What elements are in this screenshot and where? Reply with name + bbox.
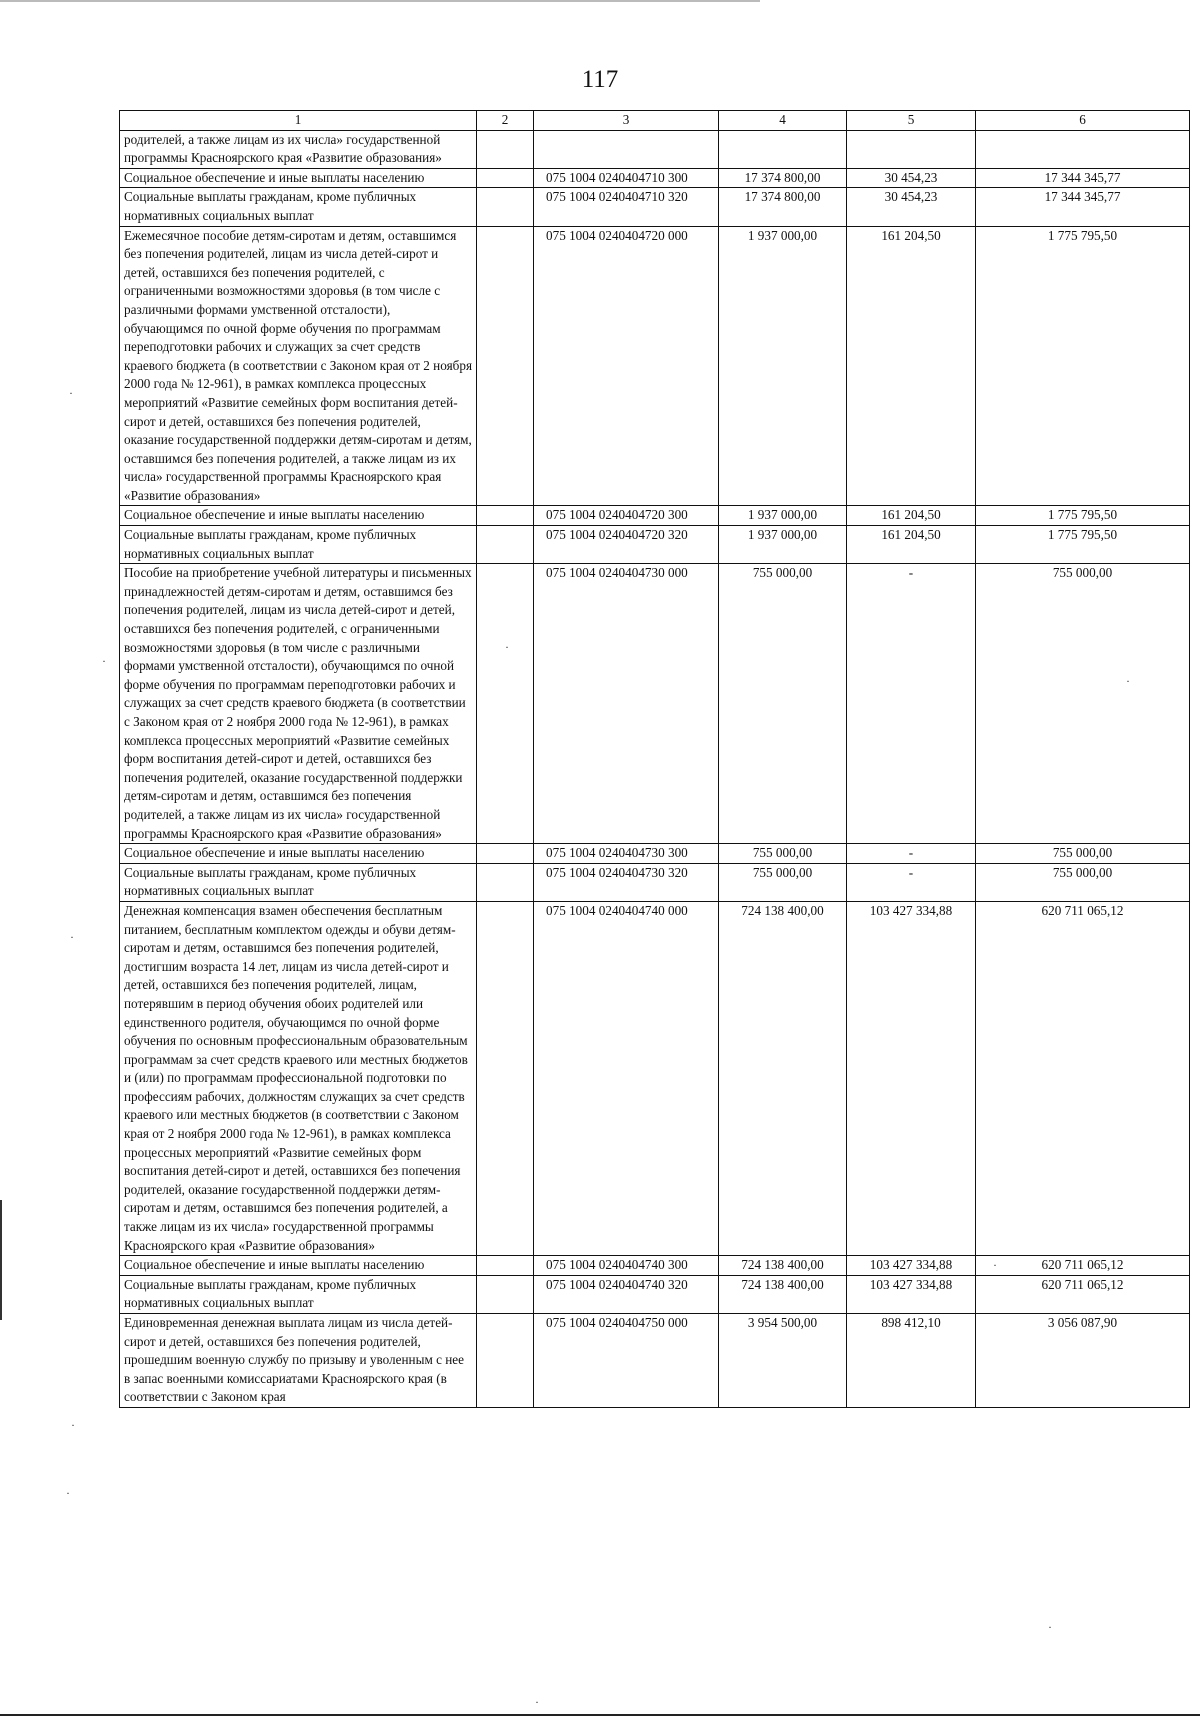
executed-amount-cell: - [847, 564, 976, 844]
row-name-cell: Социальные выплаты гражданам, кроме публичных нормативных социальных выплат [120, 526, 477, 564]
row-blank-cell [477, 1314, 534, 1408]
plan-amount-cell: 724 138 400,00 [719, 1275, 847, 1313]
budget-code-cell: 075 1004 0240404740 300 [534, 1256, 719, 1276]
header-cell-6: 6 [976, 111, 1190, 131]
plan-amount-cell: 3 954 500,00 [719, 1314, 847, 1408]
scan-dot: · [102, 654, 106, 668]
budget-code-cell: 075 1004 0240404730 000 [534, 564, 719, 844]
row-blank-cell [477, 1256, 534, 1276]
row-blank-cell [477, 130, 534, 168]
plan-amount-cell: 17 374 800,00 [719, 168, 847, 188]
scan-dot: · [1048, 1620, 1052, 1634]
table-row [120, 506, 1190, 526]
executed-amount-cell [847, 130, 976, 168]
row-name-cell: Единовременная денежная выплата лицам из числа детей-сирот и детей, оставшихся без попечения родителей, прошедшим военную службу по призыву и уволенным с нее в запас военными комиссариатами Красноярского края (в соответствии с Законом края [120, 1314, 477, 1408]
budget-code-cell: 075 1004 0240404730 320 [534, 863, 719, 901]
budget-code-cell: 075 1004 0240404750 000 [534, 1314, 719, 1408]
row-name-cell: Социальное обеспечение и иные выплаты населению [120, 1256, 477, 1276]
table-row [120, 1314, 1190, 1408]
scan-dot: · [1126, 674, 1130, 688]
row-name-cell: родителей, а также лицам из их числа» государственной программы Красноярского края «Развитие образования» [120, 130, 477, 168]
executed-amount-cell: 30 454,23 [847, 188, 976, 226]
remaining-amount-cell: 620 711 065,12 [976, 1256, 1190, 1276]
plan-amount-cell: 755 000,00 [719, 564, 847, 844]
scan-dot: · [69, 386, 73, 400]
scan-dot: · [66, 1486, 70, 1500]
row-blank-cell [477, 901, 534, 1255]
row-blank-cell [477, 226, 534, 506]
executed-amount-cell: 161 204,50 [847, 226, 976, 506]
table-row [120, 863, 1190, 901]
table-body [120, 130, 1190, 1407]
remaining-amount-cell: 620 711 065,12 [976, 901, 1190, 1255]
remaining-amount-cell: 1 775 795,50 [976, 526, 1190, 564]
header-cell-5: 5 [847, 111, 976, 131]
budget-code-cell: 075 1004 0240404730 300 [534, 844, 719, 864]
row-name-cell: Пособие на приобретение учебной литературы и письменных принадлежностей детям-сиротам и детям, оставшимся без попечения родителей, лицам из числа детей-сирот и детей, оставшихся без попечения родителей, с ограниченными возможностями здоровья (в том числе с различными формами умственной отсталости), обучающимся по очной форме обучения по программам переподготовки рабочих и служащих за счет средств краевого бюджета (в соответствии с Законом края от 2 ноября 2000 года № 12-961), в рамках комплекса процессных мероприятий «Развитие семейных форм воспитания детей-сирот и детей, оставшихся без попечения родителей, оказание государственной поддержки детям-сиротам и детям, оставшимся без попечения родителей, а также лицам из их числа» государственной программы Красноярского края «Развитие образования» [120, 564, 477, 844]
table-row [120, 188, 1190, 226]
row-name-cell: Социальные выплаты гражданам, кроме публичных нормативных социальных выплат [120, 188, 477, 226]
table-row [120, 130, 1190, 168]
row-blank-cell [477, 863, 534, 901]
row-blank-cell [477, 188, 534, 226]
row-blank-cell [477, 564, 534, 844]
table-row [120, 901, 1190, 1255]
budget-code-cell: 075 1004 0240404720 300 [534, 506, 719, 526]
header-cell-4: 4 [719, 111, 847, 131]
plan-amount-cell [719, 130, 847, 168]
row-name-cell: Денежная компенсация взамен обеспечения бесплатным питанием, бесплатным комплектом одежды и обуви детям-сиротам и детям, оставшимся без попечения родителей, достигшим возраста 14 лет, лицам из числа детей-сирот и детей, оставшихся без попечения родителей, лицам, потерявшим в период обучения обоих родителей или единственного родителя, обучающимся по очной форме обучения по основным профессиональным образовательным программам за счет средств краевого или местных бюджетов и (или) по программам профессиональной подготовки по профессиям рабочих, должностям служащих за счет средств краевого или местных бюджетов (в соответствии с Законом края от 2 ноября 2000 года № 12-961), в рамках комплекса процессных мероприятий «Развитие семейных форм воспитания детей-сирот и детей, оставшихся без попечения родителей, оказание государственной поддержки детям-сиротам и детям, оставшимся без попечения родителей, а также лицам из их числа» государственной программы Красноярского края «Развитие образования» [120, 901, 477, 1255]
scan-dot: · [535, 1695, 539, 1709]
plan-amount-cell: 724 138 400,00 [719, 901, 847, 1255]
table-row [120, 564, 1190, 844]
table-row [120, 526, 1190, 564]
remaining-amount-cell: 3 056 087,90 [976, 1314, 1190, 1408]
remaining-amount-cell: 620 711 065,12 [976, 1275, 1190, 1313]
row-name-cell: Социальное обеспечение и иные выплаты населению [120, 506, 477, 526]
header-cell-1: 1 [120, 111, 477, 131]
remaining-amount-cell: 755 000,00 [976, 844, 1190, 864]
row-name-cell: Социальные выплаты гражданам, кроме публичных нормативных социальных выплат [120, 1275, 477, 1313]
budget-code-cell [534, 130, 719, 168]
executed-amount-cell: 161 204,50 [847, 526, 976, 564]
plan-amount-cell: 724 138 400,00 [719, 1256, 847, 1276]
header-cell-3: 3 [534, 111, 719, 131]
scan-dot: · [505, 640, 509, 654]
row-blank-cell [477, 844, 534, 864]
scan-dot: · [993, 1258, 997, 1272]
left-margin-line [0, 1200, 2, 1320]
executed-amount-cell: - [847, 863, 976, 901]
executed-amount-cell: 103 427 334,88 [847, 1275, 976, 1313]
row-blank-cell [477, 526, 534, 564]
row-blank-cell [477, 506, 534, 526]
budget-code-cell: 075 1004 0240404710 300 [534, 168, 719, 188]
table-row [120, 168, 1190, 188]
plan-amount-cell: 1 937 000,00 [719, 226, 847, 506]
executed-amount-cell: 898 412,10 [847, 1314, 976, 1408]
row-name-cell: Социальные выплаты гражданам, кроме публичных нормативных социальных выплат [120, 863, 477, 901]
scan-dot: · [71, 1418, 75, 1432]
plan-amount-cell: 755 000,00 [719, 863, 847, 901]
plan-amount-cell: 755 000,00 [719, 844, 847, 864]
row-blank-cell [477, 1275, 534, 1313]
row-name-cell: Социальное обеспечение и иные выплаты населению [120, 168, 477, 188]
table-row [120, 844, 1190, 864]
executed-amount-cell: 103 427 334,88 [847, 901, 976, 1255]
row-blank-cell [477, 168, 534, 188]
remaining-amount-cell: 1 775 795,50 [976, 506, 1190, 526]
table-row [120, 1275, 1190, 1313]
plan-amount-cell: 1 937 000,00 [719, 526, 847, 564]
row-name-cell: Ежемесячное пособие детям-сиротам и детям, оставшимся без попечения родителей, лицам из числа детей-сирот и детей, оставшихся без попечения родителей, с ограниченными возможностями здоровья (в том числе с различными формами умственной отсталости), обучающимся по очной форме обучения по программам переподготовки рабочих и служащих за счет средств краевого бюджета (в соответствии с Законом края от 2 ноября 2000 года № 12-961), в рамках комплекса процессных мероприятий «Развитие семейных форм воспитания детей-сирот и детей, оставшихся без попечения родителей, оказание государственной поддержки детям-сиротам и детям, оставшимся без попечения родителей, а также лицам из их числа» государственной программы Красноярского края «Развитие образования» [120, 226, 477, 506]
budget-code-cell: 075 1004 0240404740 000 [534, 901, 719, 1255]
executed-amount-cell: - [847, 844, 976, 864]
scan-dot: · [70, 930, 74, 944]
remaining-amount-cell: 1 775 795,50 [976, 226, 1190, 506]
executed-amount-cell: 161 204,50 [847, 506, 976, 526]
row-name-cell: Социальное обеспечение и иные выплаты населению [120, 844, 477, 864]
header-row [120, 111, 1190, 131]
budget-code-cell: 075 1004 0240404710 320 [534, 188, 719, 226]
remaining-amount-cell: 17 344 345,77 [976, 168, 1190, 188]
budget-code-cell: 075 1004 0240404740 320 [534, 1275, 719, 1313]
plan-amount-cell: 17 374 800,00 [719, 188, 847, 226]
table-row [120, 226, 1190, 506]
budget-table [119, 110, 1190, 1408]
budget-code-cell: 075 1004 0240404720 320 [534, 526, 719, 564]
executed-amount-cell: 103 427 334,88 [847, 1256, 976, 1276]
executed-amount-cell: 30 454,23 [847, 168, 976, 188]
remaining-amount-cell: 755 000,00 [976, 863, 1190, 901]
top-scan-edge [0, 0, 760, 2]
table-row [120, 1256, 1190, 1276]
remaining-amount-cell [976, 130, 1190, 168]
page-number: 117 [581, 66, 619, 93]
remaining-amount-cell: 755 000,00 [976, 564, 1190, 844]
remaining-amount-cell: 17 344 345,77 [976, 188, 1190, 226]
plan-amount-cell: 1 937 000,00 [719, 506, 847, 526]
budget-code-cell: 075 1004 0240404720 000 [534, 226, 719, 506]
header-cell-2: 2 [477, 111, 534, 131]
